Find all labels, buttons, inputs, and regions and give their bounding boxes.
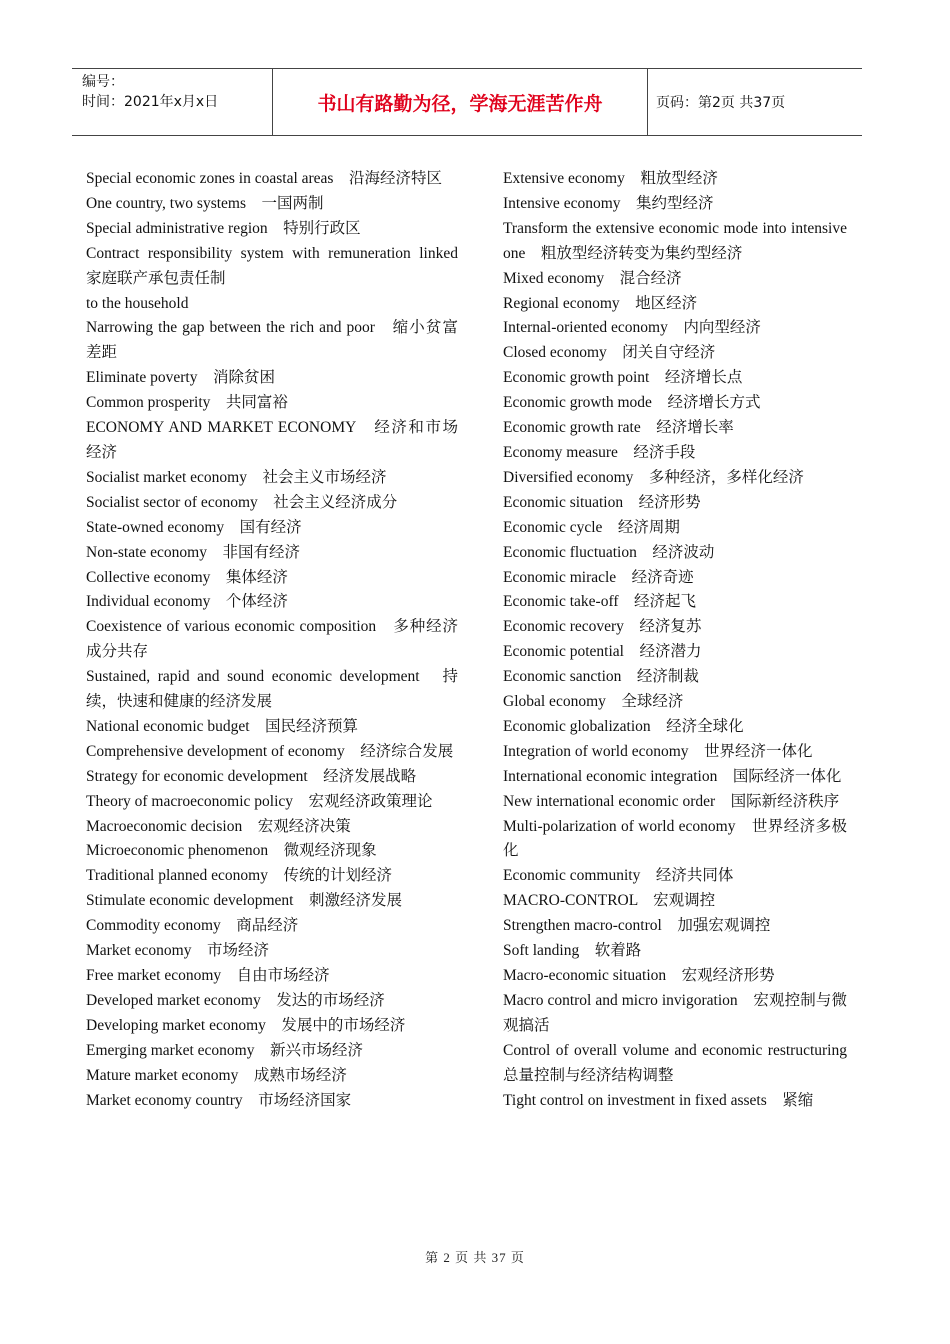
glossary-entry: Macroeconomic decision 宏观经济决策: [86, 817, 351, 835]
glossary-entry: One country, two systems 一国两制: [86, 194, 324, 212]
motto: 书山有路勤为径，学海无涯苦作舟: [317, 92, 603, 115]
glossary-entry: Socialist sector of economy 社会主义经济成分: [86, 493, 398, 511]
glossary-entry: Internal-oriented economy 内向型经济: [503, 319, 761, 337]
glossary-entry: Special administrative region 特别行政区: [86, 219, 361, 237]
glossary-entry: International economic integration 国际经济一体化: [503, 767, 842, 785]
glossary-entry: Intensive economy 集约型经济: [503, 194, 714, 212]
glossary-entry: Economic growth rate 经济增长率: [503, 419, 734, 437]
glossary-entry: Soft landing 软着路: [503, 942, 642, 960]
header-divider: [647, 69, 648, 135]
glossary-entry: Global economy 全球经济: [503, 693, 684, 711]
glossary-entry: Regional economy 地区经济: [503, 294, 698, 312]
glossary-entry: Traditional planned economy 传统的计划经济: [86, 867, 392, 885]
glossary-entry: Free market economy 自由市场经济: [86, 967, 330, 984]
glossary-entry: Economic recovery 经济复苏: [503, 618, 702, 636]
glossary-entry: Market economy 市场经济: [86, 942, 269, 960]
glossary-entry: MACRO-CONTROL 宏观调控: [503, 892, 716, 910]
glossary-entry: Commodity economy 商品经济: [86, 917, 299, 935]
glossary-entry: Emerging market economy 新兴市场经济: [86, 1041, 363, 1059]
glossary-entry: State-owned economy 国有经济: [86, 518, 302, 536]
glossary-entry: Developing market economy 发展中的市场经济: [86, 1016, 406, 1034]
glossary-entry: Strategy for economic development 经济发展战略: [86, 767, 417, 785]
glossary-entry: ECONOMY AND MARKET ECONOMY 经济和市场经济: [86, 419, 458, 461]
glossary-entry: Economic take-off 经济起飞: [503, 593, 696, 611]
right-column: [503, 167, 863, 1113]
glossary-entry: Economic fluctuation 经济波动: [503, 543, 715, 561]
glossary-entry: Economic situation 经济形势: [503, 493, 701, 511]
header-meta: [82, 72, 218, 112]
glossary-entry: Theory of macroeconomic policy 宏观经济政策理论: [86, 792, 433, 810]
glossary-entry: Economy measure 经济手段: [503, 443, 696, 461]
glossary-entry: Diversified economy 多种经济，多样化经济: [503, 468, 804, 486]
glossary-entry: National economic budget 国民经济预算: [86, 717, 359, 735]
glossary-entry: Economic growth point 经济增长点: [503, 369, 743, 387]
glossary-entry: Extensive economy 粗放型经济: [503, 170, 718, 187]
glossary-entry: Common prosperity 共同富裕: [86, 394, 288, 412]
glossary-entry: Market economy country 市场经济国家: [86, 1091, 352, 1109]
glossary-entry: Macro control and micro invigoration 宏观控制与微观搞活: [503, 991, 847, 1034]
glossary-entry: Transform the extensive economic mode into intensive one 粗放型经济转变为集约型经济: [503, 219, 847, 262]
glossary-entry: Macro-economic situation 宏观经济形势: [503, 967, 775, 984]
date-label: 时间：2021年x月x日: [82, 94, 219, 110]
glossary-entry: Multi-polarization of world economy 世界经济多极化: [503, 817, 847, 860]
page-info: 页码：第2页 共37页: [656, 95, 786, 111]
glossary-entry: Economic cycle 经济周期: [503, 518, 680, 536]
glossary-entry: Strengthen macro-control 加强宏观调控: [503, 917, 771, 935]
glossary-entry: Narrowing the gap between the rich and poor 缩小贫富差距: [86, 319, 458, 362]
glossary-entry: Special economic zones in coastal areas 沿海经济特区: [86, 170, 442, 187]
doc-number-label: 编号：: [82, 74, 124, 90]
glossary-entry: Stimulate economic development 刺激经济发展: [86, 892, 402, 910]
glossary-entry: to the household: [86, 294, 189, 312]
glossary-entry: Economic sanction 经济制裁: [503, 668, 699, 686]
glossary-entry: Economic growth mode 经济增长方式: [503, 394, 761, 412]
left-column: [86, 167, 474, 1113]
glossary-entry: Collective economy 集体经济: [86, 568, 288, 586]
glossary-entry: Non-state economy 非国有经济: [86, 543, 300, 561]
glossary-entry: Developed market economy 发达的市场经济: [86, 991, 385, 1009]
glossary-entry: Individual economy 个体经济: [86, 593, 288, 611]
glossary-entry: New international economic order 国际新经济秩序: [503, 792, 840, 810]
page-header: [72, 68, 862, 136]
glossary-entry: Integration of world economy 世界经济一体化: [503, 742, 813, 760]
glossary-entry: Economic miracle 经济奇迹: [503, 568, 694, 586]
glossary-entry: Mixed economy 混合经济: [503, 269, 682, 287]
page-footer: 第 2 页 共 37 页: [425, 1250, 525, 1265]
glossary-entry: Contract responsibility system with remuneration linked 家庭联产承包责任制: [86, 244, 474, 287]
glossary-entry: Microeconomic phenomenon 微观经济现象: [86, 842, 377, 860]
glossary-entry: Economic potential 经济潜力: [503, 643, 702, 661]
glossary-entry: Socialist market economy 社会主义市场经济: [86, 468, 387, 486]
glossary-entry: Comprehensive development of economy 经济综合发展: [86, 742, 454, 760]
glossary-entry: Closed economy 闭关自守经济: [503, 344, 716, 362]
glossary-entry: Economic community 经济共同体: [503, 867, 734, 885]
glossary-entry: Tight control on investment in fixed assets 紧缩: [503, 1091, 814, 1109]
glossary-entry: Sustained, rapid and sound economic development 持续，快速和健康的经济发展: [86, 668, 458, 711]
glossary-entry: Mature market economy 成熟市场经济: [86, 1066, 347, 1084]
glossary-entry: Control of overall volume and economic restructuring 总量控制与经济结构调整: [503, 1041, 863, 1084]
glossary-entry: Eliminate poverty 消除贫困: [86, 369, 275, 387]
glossary-entry: Coexistence of various economic composition 多种经济成分共存: [86, 618, 458, 661]
glossary-entry: Economic globalization 经济全球化: [503, 717, 744, 735]
